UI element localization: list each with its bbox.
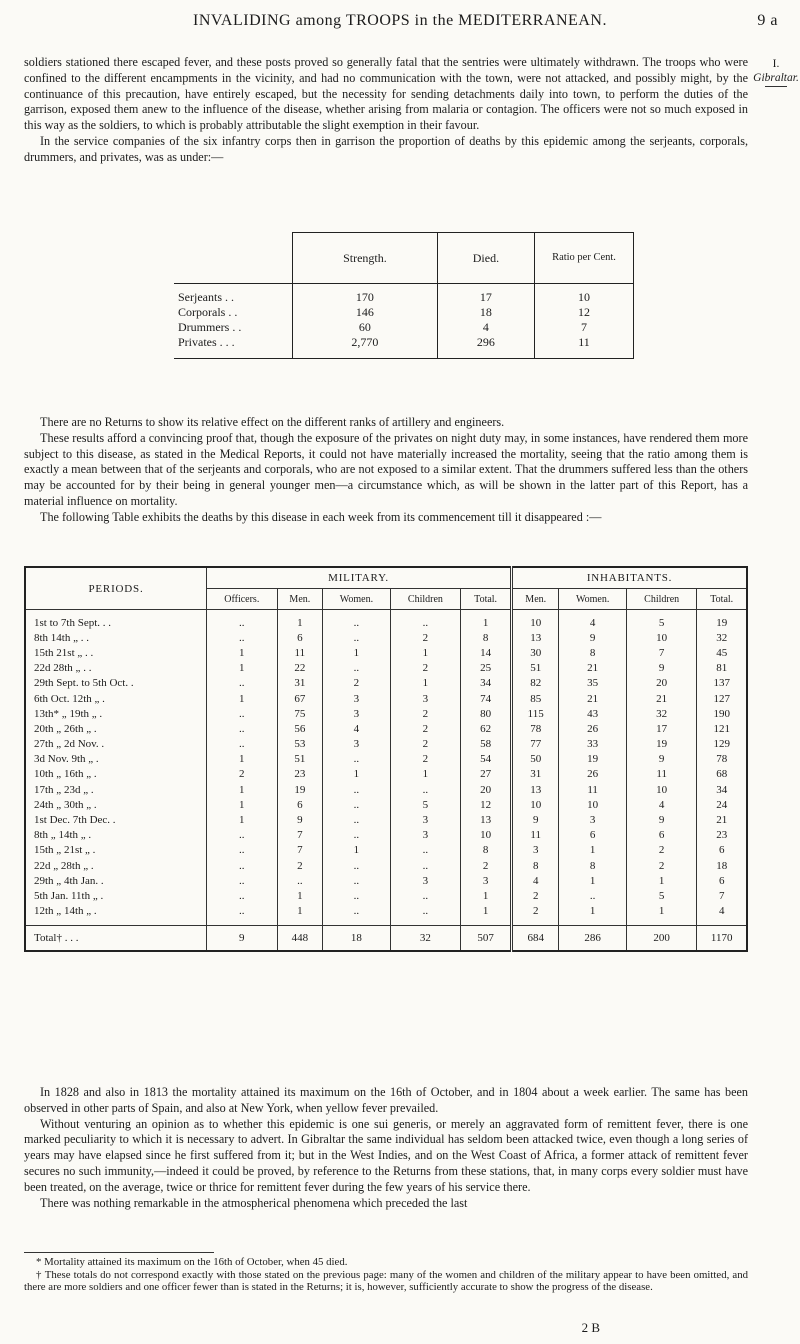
ranks-table (174, 232, 634, 359)
rank-strength: 2,770 (293, 335, 438, 359)
military-cell: .. (207, 828, 278, 843)
military-header: MILITARY. (207, 567, 512, 589)
military-cell: 1 (207, 752, 278, 767)
military-cell: 32 (390, 925, 460, 951)
military-cell: 2 (390, 630, 460, 645)
period-cell: 27th „ 2d Nov. . (34, 738, 105, 751)
inhabitant-cell: 23 (697, 828, 747, 843)
military-cell: 12 (461, 797, 512, 812)
weekly-body (25, 610, 747, 951)
military-cell: .. (390, 782, 460, 797)
col-total: Total. (461, 589, 512, 610)
period-cell: 29th Sept. to 5th Oct. . (34, 677, 134, 690)
footnotes (24, 1252, 748, 1294)
period-cell: 8th „ 14th „ . (34, 829, 92, 842)
inhabitants-header: INHABITANTS. (512, 567, 747, 589)
military-cell: .. (323, 782, 391, 797)
military-cell: 18 (323, 925, 391, 951)
period-cell: Total† . . . (25, 925, 207, 951)
military-cell: 20 (461, 782, 512, 797)
military-cell: .. (207, 858, 278, 873)
military-cell: 25 (461, 661, 512, 676)
table-row (25, 610, 747, 631)
inhabitant-cell: 78 (697, 752, 747, 767)
military-cell: .. (207, 676, 278, 691)
military-cell: 3 (461, 873, 512, 888)
opening-text (24, 55, 748, 166)
military-cell: .. (277, 873, 323, 888)
col-inh-women: Women. (559, 589, 627, 610)
inhabitant-cell: 17 (626, 721, 696, 736)
military-cell: 1 (390, 676, 460, 691)
military-cell: .. (390, 843, 460, 858)
col-children: Children (390, 589, 460, 610)
military-cell: .. (323, 828, 391, 843)
inhabitant-cell: 8 (559, 645, 627, 660)
military-cell: 1 (207, 691, 278, 706)
rank-ratio: 10 (535, 284, 634, 306)
military-cell: 9 (207, 925, 278, 951)
period-cell: 5th Jan. 11th „ . (34, 889, 104, 902)
footnote-rule (24, 1252, 214, 1253)
inhabitant-cell: 19 (559, 752, 627, 767)
military-cell: 7 (277, 828, 323, 843)
inhabitant-cell: 4 (626, 797, 696, 812)
inhabitant-cell: .. (559, 888, 627, 903)
table-row (25, 691, 747, 706)
col-inh-children: Children (626, 589, 696, 610)
inhabitant-cell: 24 (697, 797, 747, 812)
inhabitant-cell: 121 (697, 721, 747, 736)
table-row (25, 721, 747, 736)
paragraph-1: soldiers stationed there escaped fever, and these posts proved so generally fatal that the sentries were ultimately withdrawn. The troops who were confined to the different encampments in the vicinity, and had no communication with the town, were not attacked, and possibly might, by the continuance of this precaution, have entirely escaped, but the necessity for sending detachments daily into town, to perform the duties of the garrison, exposed them anew to the influence of the disease, whether arising from malaria or contagion. The officers were not so much exposed in this way as the soldiers, to which is probably attributable the slight exemption in their favour. (24, 55, 748, 133)
inhabitant-cell: 127 (697, 691, 747, 706)
military-cell: 1 (461, 610, 512, 631)
military-cell: 3 (390, 812, 460, 827)
rank-ratio: 7 (535, 320, 634, 335)
military-cell: 3 (390, 873, 460, 888)
table-row (174, 335, 634, 359)
inhabitant-cell: 10 (626, 782, 696, 797)
military-cell: .. (323, 797, 391, 812)
table-row (25, 676, 747, 691)
military-cell: 1 (390, 767, 460, 782)
inhabitant-cell: 35 (559, 676, 627, 691)
military-cell: 34 (461, 676, 512, 691)
inhabitant-cell: 1 (559, 843, 627, 858)
inhabitant-cell: 200 (626, 925, 696, 951)
inhabitant-cell: 2 (512, 904, 559, 919)
military-cell: 1 (207, 661, 278, 676)
table-row (25, 767, 747, 782)
military-cell: .. (207, 706, 278, 721)
military-cell: .. (207, 888, 278, 903)
period-cell: 22d „ 28th „ . (34, 859, 94, 872)
inhabitant-cell: 6 (626, 828, 696, 843)
military-cell: 3 (390, 828, 460, 843)
inhabitant-cell: 4 (559, 610, 627, 631)
military-cell: .. (323, 661, 391, 676)
paragraph-4: These results afford a convincing proof that, though the exposure of the privates on night duty may, in some instances, have rendered them more subject to this disease, as stated in the Medical Reports, it could not have materially increased the mortality, seeing that the ratio among them is exactly a mean between that of the serjeants and corporals, who are not exposed to a similar extent. That the drummers suffered less than the others may be accounted for by their being in general younger men—a circumstance which, as will be shown in the latter part of this Report, has a material influence on mortality. (24, 430, 748, 508)
period-cell: 1st Dec. 7th Dec. . (34, 814, 116, 827)
military-cell: .. (390, 858, 460, 873)
military-cell: .. (207, 610, 278, 631)
military-cell: .. (323, 630, 391, 645)
rank-died: 4 (437, 320, 534, 335)
military-cell: .. (323, 858, 391, 873)
military-cell: 448 (277, 925, 323, 951)
military-cell: 2 (390, 661, 460, 676)
military-cell: 80 (461, 706, 512, 721)
margin-rule (765, 86, 787, 87)
military-cell: 1 (277, 888, 323, 903)
military-cell: 51 (277, 752, 323, 767)
military-cell: 2 (390, 721, 460, 736)
paragraph-2: In the service companies of the six infantry corps then in garrison the proportion of deaths by this epidemic among the serjeants, corporals, drummers, and privates, was as under:— (24, 133, 748, 164)
military-cell: .. (323, 904, 391, 919)
inhabitant-cell: 68 (697, 767, 747, 782)
military-cell: 1 (207, 782, 278, 797)
military-cell: .. (390, 904, 460, 919)
inhabitant-cell: 7 (697, 888, 747, 903)
rank-label: Corporals . . (174, 305, 293, 320)
inhabitant-cell: 8 (512, 858, 559, 873)
military-cell: 27 (461, 767, 512, 782)
military-cell: 53 (277, 737, 323, 752)
margin-place: Gibraltar. (753, 72, 799, 84)
ranks-header-ratio: Ratio per Cent. (535, 233, 634, 284)
inhabitant-cell: 11 (626, 767, 696, 782)
margin-numeral: I. (772, 58, 780, 70)
military-cell: 14 (461, 645, 512, 660)
inhabitant-cell: 77 (512, 737, 559, 752)
period-cell: 24th „ 30th „ . (34, 798, 97, 811)
inhabitant-cell: 137 (697, 676, 747, 691)
total-row (25, 925, 747, 951)
table-row (25, 828, 747, 843)
inhabitant-cell: 26 (559, 767, 627, 782)
paragraph-7: Without venturing an opinion as to whether this epidemic is one sui generis, or merely an aggravated form of remittent fever, there is one marked peculiarity to which it is necessary to advert. In Gibraltar the same individual has seldom been attacked twice, even though a long series of years may have elapsed since he first suffered from it; but in the West Indies, and on the West Coast of Africa, a former attack of remittent fever secures no such immunity,—indeed it could be proved, by reference to the Returns from these stations, that, in many corps every soldier must have been treated, on the average, twice or thrice for remittent fever during the few years of his service there. (24, 1116, 748, 1194)
inhabitant-cell: 78 (512, 721, 559, 736)
military-cell: 4 (323, 721, 391, 736)
inhabitant-cell: 684 (512, 925, 559, 951)
military-cell: 2 (323, 676, 391, 691)
inhabitant-cell: 19 (697, 610, 747, 631)
military-cell: 3 (323, 691, 391, 706)
military-cell: 1 (277, 904, 323, 919)
col-inh-total: Total. (697, 589, 747, 610)
paragraph-5: The following Table exhibits the deaths by this disease in each week from its commencement till it disappeared :— (40, 509, 602, 524)
inhabitant-cell: 18 (697, 858, 747, 873)
military-cell: .. (323, 752, 391, 767)
inhabitant-cell: 9 (626, 752, 696, 767)
period-cell: 29th „ 4th Jan. . (34, 874, 104, 887)
military-cell: .. (207, 843, 278, 858)
military-cell: 1 (207, 645, 278, 660)
military-cell: 6 (277, 797, 323, 812)
military-cell: 3 (390, 691, 460, 706)
inhabitant-cell: 50 (512, 752, 559, 767)
military-cell: 67 (277, 691, 323, 706)
inhabitant-cell: 1 (626, 873, 696, 888)
inhabitant-cell: 1 (626, 904, 696, 919)
table-row (25, 858, 747, 873)
period-cell: 20th „ 26th „ . (34, 722, 97, 735)
military-cell: .. (207, 873, 278, 888)
inhabitant-cell: 1 (559, 904, 627, 919)
military-cell: 1 (323, 767, 391, 782)
periods-header: PERIODS. (25, 567, 207, 610)
closing-text (24, 1085, 748, 1211)
military-cell: .. (207, 904, 278, 919)
period-cell: 1st to 7th Sept. . . (34, 616, 112, 629)
inhabitant-cell: 8 (559, 858, 627, 873)
inhabitant-cell: 5 (626, 888, 696, 903)
military-cell: .. (207, 630, 278, 645)
military-cell: 3 (323, 737, 391, 752)
military-cell: 1 (323, 843, 391, 858)
military-cell: 8 (461, 843, 512, 858)
inhabitant-cell: 21 (697, 812, 747, 827)
inhabitant-cell: 82 (512, 676, 559, 691)
col-officers: Officers. (207, 589, 278, 610)
military-cell: 1 (323, 645, 391, 660)
inhabitant-cell: 10 (512, 610, 559, 631)
inhabitant-cell: 3 (559, 812, 627, 827)
military-cell: 6 (277, 630, 323, 645)
inhabitant-cell: 85 (512, 691, 559, 706)
military-cell: 2 (207, 767, 278, 782)
table-row (25, 873, 747, 888)
rank-died: 296 (437, 335, 534, 359)
military-cell: 74 (461, 691, 512, 706)
military-cell: 75 (277, 706, 323, 721)
inhabitant-cell: 21 (559, 691, 627, 706)
inhabitant-cell: 7 (626, 645, 696, 660)
period-cell: 13th* „ 19th „ . (34, 707, 103, 720)
table-row (25, 904, 747, 919)
military-cell: 9 (277, 812, 323, 827)
military-cell: 19 (277, 782, 323, 797)
military-cell: 1 (207, 812, 278, 827)
military-cell: 2 (390, 737, 460, 752)
military-cell: 56 (277, 721, 323, 736)
inhabitant-cell: 2 (512, 888, 559, 903)
col-men: Men. (277, 589, 323, 610)
rank-ratio: 11 (535, 335, 634, 359)
military-cell: 1 (461, 904, 512, 919)
table-row (25, 737, 747, 752)
inhabitant-cell: 286 (559, 925, 627, 951)
inhabitant-cell: 190 (697, 706, 747, 721)
rank-label: Serjeants . . (174, 284, 293, 306)
table-row (25, 645, 747, 660)
inhabitant-cell: 4 (697, 904, 747, 919)
military-cell: 2 (390, 752, 460, 767)
military-cell: 23 (277, 767, 323, 782)
paragraph-8: There was nothing remarkable in the atmospherical phenomena which preceded the last (40, 1195, 468, 1210)
inhabitant-cell: 81 (697, 661, 747, 676)
inhabitant-cell: 9 (559, 630, 627, 645)
rank-label: Privates . . . (174, 335, 293, 359)
military-cell: .. (323, 873, 391, 888)
middle-text (24, 415, 748, 526)
military-cell: 1 (207, 797, 278, 812)
page-number: 9 a (757, 12, 778, 29)
table-row (25, 661, 747, 676)
inhabitant-cell: 10 (559, 797, 627, 812)
footnote-1: * Mortality attained its maximum on the 16th of October, when 45 died. (36, 1256, 348, 1268)
inhabitant-cell: 6 (559, 828, 627, 843)
inhabitant-cell: 34 (697, 782, 747, 797)
inhabitant-cell: 2 (626, 858, 696, 873)
inhabitant-cell: 19 (626, 737, 696, 752)
military-cell: 10 (461, 828, 512, 843)
col-women: Women. (323, 589, 391, 610)
period-cell: 22d 28th „ . . (34, 662, 92, 675)
period-cell: 10th „ 16th „ . (34, 768, 97, 781)
paragraph-3: There are no Returns to show its relative effect on the different ranks of artillery and engineers. (40, 415, 505, 429)
military-cell: 58 (461, 737, 512, 752)
inhabitant-cell: 9 (512, 812, 559, 827)
paragraph-6: In 1828 and also in 1813 the mortality attained its maximum on the 16th of October, and in 1804 about a week earlier. The same has been observed in other parts of Spain, and also at New York, when yellow fever prevailed. (24, 1085, 748, 1115)
inhabitant-cell: 10 (626, 630, 696, 645)
rank-label: Drummers . . (174, 320, 293, 335)
military-cell: .. (390, 888, 460, 903)
military-cell: .. (323, 812, 391, 827)
period-cell: 3d Nov. 9th „ . (34, 753, 99, 766)
table-row (25, 706, 747, 721)
rank-strength: 146 (293, 305, 438, 320)
inhabitant-cell: 45 (697, 645, 747, 660)
period-cell: 15th „ 21st „ . (34, 844, 96, 857)
military-cell: 2 (277, 858, 323, 873)
inhabitant-cell: 3 (512, 843, 559, 858)
inhabitant-cell: 13 (512, 630, 559, 645)
table-row (25, 782, 747, 797)
inhabitant-cell: 9 (626, 812, 696, 827)
period-cell: 6th Oct. 12th „ . (34, 692, 105, 705)
inhabitant-cell: 5 (626, 610, 696, 631)
inhabitant-cell: 115 (512, 706, 559, 721)
inhabitant-cell: 6 (697, 873, 747, 888)
rank-strength: 170 (293, 284, 438, 306)
rank-strength: 60 (293, 320, 438, 335)
table-row (25, 843, 747, 858)
military-cell: 8 (461, 630, 512, 645)
inhabitant-cell: 21 (559, 661, 627, 676)
military-cell: 62 (461, 721, 512, 736)
inhabitant-cell: 26 (559, 721, 627, 736)
inhabitant-cell: 11 (512, 828, 559, 843)
table-row (25, 888, 747, 903)
rank-died: 17 (437, 284, 534, 306)
military-cell: 22 (277, 661, 323, 676)
inhabitant-cell: 31 (512, 767, 559, 782)
table-row (25, 752, 747, 767)
margin-note (752, 57, 800, 87)
inhabitant-cell: 13 (512, 782, 559, 797)
inhabitant-cell: 1170 (697, 925, 747, 951)
inhabitant-cell: 32 (697, 630, 747, 645)
period-cell: 8th 14th „ . . (34, 631, 89, 644)
military-cell: 1 (277, 610, 323, 631)
inhabitant-cell: 30 (512, 645, 559, 660)
ranks-corner (174, 233, 293, 284)
inhabitant-cell: 9 (626, 661, 696, 676)
military-cell: 1 (390, 645, 460, 660)
period-cell: 17th „ 23d „ . (34, 783, 94, 796)
inhabitant-cell: 1 (559, 873, 627, 888)
table-row (25, 812, 747, 827)
military-cell: 507 (461, 925, 512, 951)
military-cell: 5 (390, 797, 460, 812)
military-cell: 7 (277, 843, 323, 858)
table-row (174, 284, 634, 306)
military-cell: 11 (277, 645, 323, 660)
running-head (0, 12, 800, 36)
footnote-2: † These totals do not correspond exactly with those stated on the previous page: many of the women and children of the military appear to have been omitted, and there are more soldiers and one officer fewer than is stated in the Returns; it is, however, sufficiently accurate to show the progress of the disease. (24, 1268, 748, 1293)
military-cell: .. (323, 610, 391, 631)
period-cell: 15th 21st „ . . (34, 646, 94, 659)
ranks-header-died: Died. (437, 233, 534, 284)
running-head-title: INVALIDING among TROOPS in the MEDITERRANEAN. (193, 12, 607, 29)
military-cell: .. (390, 610, 460, 631)
table-row (174, 320, 634, 335)
inhabitant-cell: 32 (626, 706, 696, 721)
table-row (174, 305, 634, 320)
inhabitant-cell: 21 (626, 691, 696, 706)
period-cell: 12th „ 14th „ . (34, 905, 97, 918)
inhabitant-cell: 33 (559, 737, 627, 752)
military-cell: 2 (390, 706, 460, 721)
table-row (25, 797, 747, 812)
weekly-deaths-table (24, 566, 748, 952)
military-cell: 3 (323, 706, 391, 721)
military-cell: 1 (461, 888, 512, 903)
inhabitant-cell: 4 (512, 873, 559, 888)
rank-ratio: 12 (535, 305, 634, 320)
inhabitant-cell: 6 (697, 843, 747, 858)
inhabitant-cell: 51 (512, 661, 559, 676)
table-row (25, 630, 747, 645)
signature-mark: 2 B (581, 1320, 600, 1335)
military-cell: .. (207, 721, 278, 736)
military-cell: 13 (461, 812, 512, 827)
col-inh-men: Men. (512, 589, 559, 610)
inhabitant-cell: 43 (559, 706, 627, 721)
ranks-header-strength: Strength. (293, 233, 438, 284)
inhabitant-cell: 20 (626, 676, 696, 691)
military-cell: 2 (461, 858, 512, 873)
rank-died: 18 (437, 305, 534, 320)
inhabitant-cell: 2 (626, 843, 696, 858)
military-cell: 54 (461, 752, 512, 767)
inhabitant-cell: 11 (559, 782, 627, 797)
military-cell: 31 (277, 676, 323, 691)
military-cell: .. (207, 737, 278, 752)
military-cell: .. (323, 888, 391, 903)
inhabitant-cell: 10 (512, 797, 559, 812)
inhabitant-cell: 129 (697, 737, 747, 752)
